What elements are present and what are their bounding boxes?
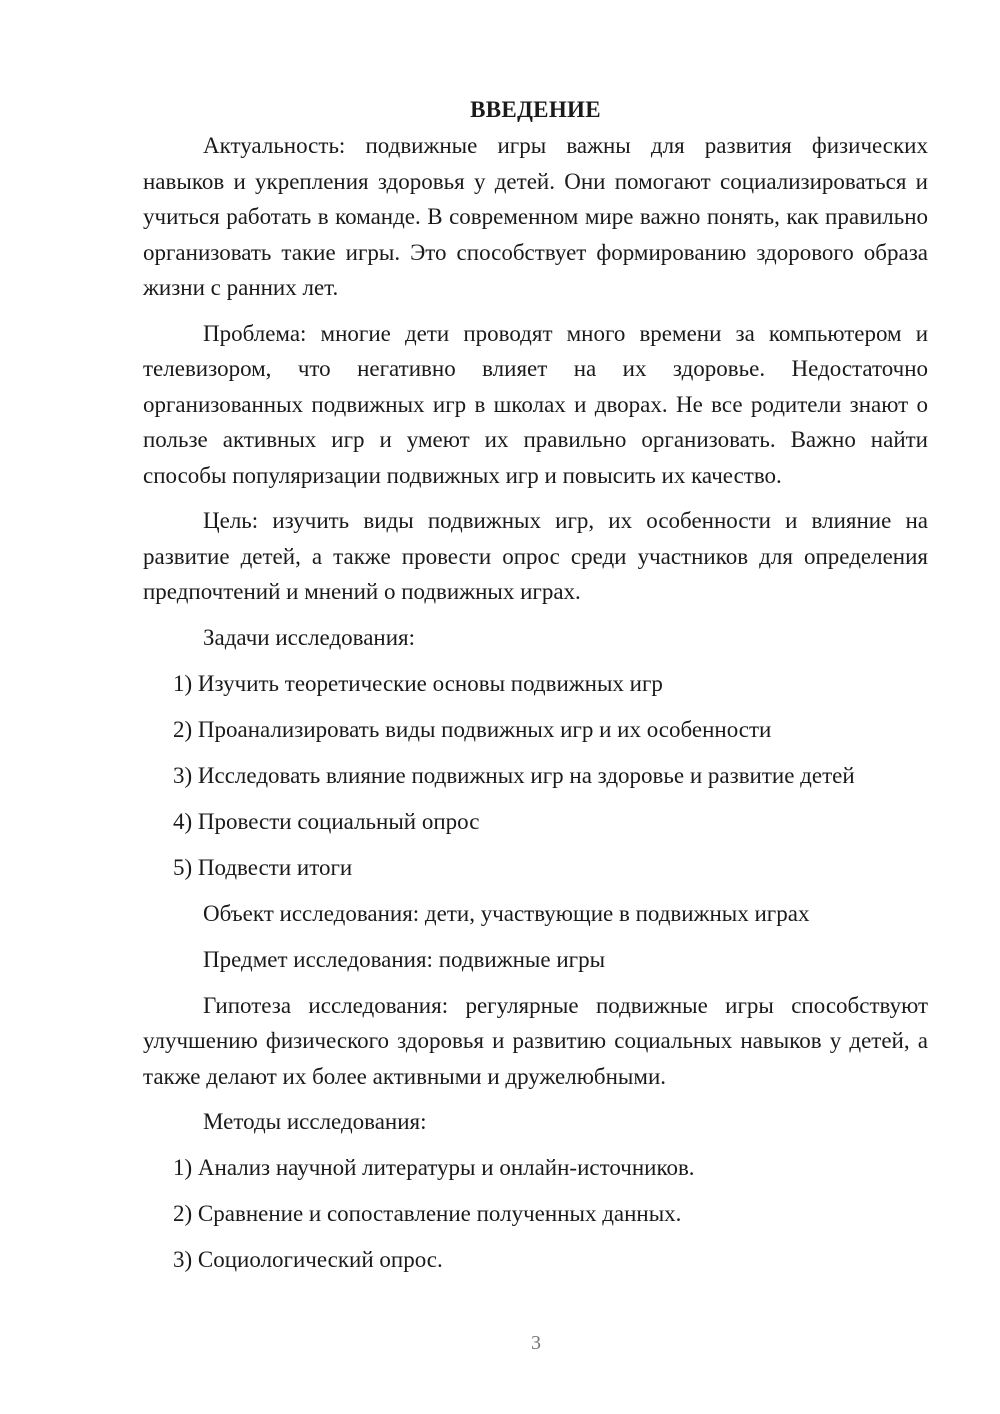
goal-paragraph: Цель: изучить виды подвижных игр, их особенности и влияние на развитие детей, а также провести опрос среди участников для определения предпочтений и мнений о подвижных играх. — [143, 508, 928, 604]
method-item: 3) Социологический опрос. — [173, 1247, 443, 1272]
page-number: 3 — [531, 1332, 541, 1354]
section-title: ВВЕДЕНИЕ — [470, 97, 601, 122]
object-line: Объект исследования: дети, участвующие в подвижных играх — [203, 900, 810, 926]
relevance-paragraph: Актуальность: подвижные игры важны для развития физических навыков и укрепления здоровья у детей. Они помогают социализироваться и учиться работать в команде. В современном мире важно понять, как правильно организовать такие игры. Это способствует формированию здорового образа жизни с ранних лет. — [143, 133, 928, 300]
task-item: 2) Проанализировать виды подвижных игр и их особенности — [173, 716, 772, 742]
task-item: 5) Подвести итоги — [173, 854, 353, 880]
task-item: 1) Изучить теоретические основы подвижных игр — [173, 670, 663, 696]
task-item: 3) Исследовать влияние подвижных игр на здоровье и развитие детей — [173, 762, 855, 788]
hypothesis-paragraph: Гипотеза исследования: регулярные подвижные игры способствуют улучшению физического здоровья и развитию социальных навыков у детей, а также делают их более активными и дружелюбными. — [143, 992, 928, 1089]
page-content — [143, 92, 928, 1278]
subject-line: Предмет исследования: подвижные игры — [203, 946, 606, 972]
method-item: 1) Анализ научной литературы и онлайн-источников. — [173, 1155, 695, 1180]
tasks-heading: Задачи исследования: — [203, 624, 416, 650]
methods-heading: Методы исследования: — [203, 1109, 427, 1134]
problem-paragraph: Проблема: многие дети проводят много времени за компьютером и телевизором, что негативно влияет на их здоровье. Недостаточно организованных подвижных игр в школах и дворах. Не все родители знают о пользе активных игр и умеют их правильно организовать. Важно найти способы популяризации подвижных игр и повысить их качество. — [143, 320, 928, 488]
task-item: 4) Провести социальный опрос — [173, 808, 480, 834]
method-item: 2) Сравнение и сопоставление полученных данных. — [173, 1201, 682, 1226]
